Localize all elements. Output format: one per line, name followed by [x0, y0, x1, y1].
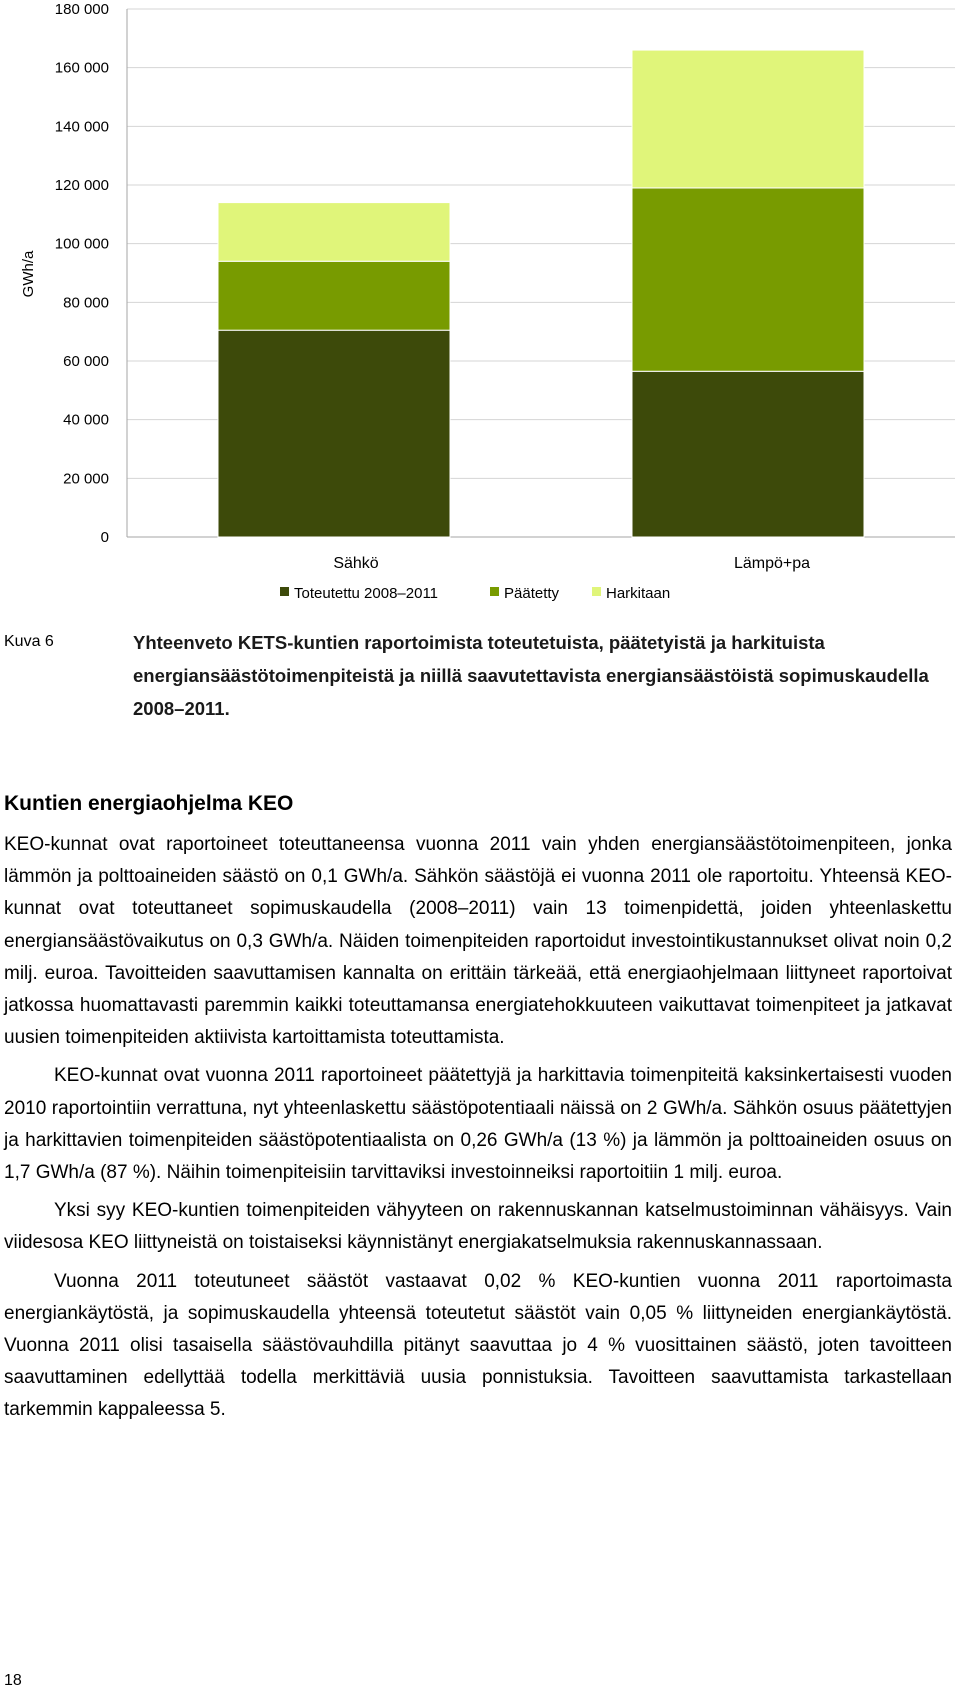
body-text	[4, 829, 952, 1433]
x-axis-categories	[333, 555, 810, 572]
y-tick-label: 160 000	[54, 59, 109, 77]
paragraph: KEO-kunnat ovat raportoineet toteuttaneensa vuonna 2011 vain yhden energiansäästötoimenpiteen, jonka lämmön ja polttoaineiden säästö on 0,1 GWh/a. Sähkön säästöjä ei vuonna 2011 ole raportoitu. Yhteensä KEO-kunnat ovat toteuttaneet sopimuskaudella (2008–2011) vain 13 toimenpidettä, joiden yhteenlaskettu energiansäästövaikutus on 0,3 GWh/a. Näiden toimenpiteiden raportoidut investointikustannukset olivat noin 0,2 milj. euroa. Tavoitteiden saavuttamisen kannalta on erittäin tärkeää, että energiaohjelmaan liittyneet raportoivat jatkossa huomattavasti paremmin kaikki toteuttamansa energiatehokkuuteen vaikuttavat toimenpiteet ja jatkavat uusien toimenpiteiden aktiivista kartoittamista toteuttamista.	[4, 834, 952, 1049]
y-tick-label: 100 000	[54, 235, 109, 253]
page-number: 18	[4, 1672, 22, 1689]
stacked-bar-chart	[0, 0, 960, 610]
y-axis-ticks	[55, 1, 109, 546]
figure-caption: Yhteenveto KETS-kuntien raportoimista toteutetuista, päätetyistä ja harkituista energiansäästötoimenpiteistä ja niillä saavutettavista energiansäästöistä sopimuskaudella 2008–2011.	[133, 632, 929, 719]
bar-segment	[218, 330, 450, 537]
y-tick-label: 60 000	[63, 353, 109, 370]
bar-segment	[632, 371, 864, 537]
legend-swatch	[490, 587, 499, 596]
x-category-label: Sähkö	[333, 555, 379, 572]
paragraph: Vuonna 2011 toteutuneet säästöt vastaavat 0,02 % KEO-kuntien vuonna 2011 raportoimasta energiankäytöstä, ja sopimuskaudella yhteensä toteutetut säästöt vain 0,05 % liittyneiden energiankäytöstä. Vuonna 2011 olisi tasaisella säästövauhdilla pitänyt saavuttaa jo 4 % vuosittainen säästö, joten tavoitteen saavuttaminen edellyttää todella merkittäviä uusia ponnistuksia. Tavoitteen saavuttamista tarkastellaan tarkemmin kappaleessa 5.	[4, 1270, 952, 1421]
y-tick-label: 40 000	[63, 411, 109, 429]
paragraph: Yksi syy KEO-kuntien toimenpiteiden vähyyteen on rakennuskannan katselmustoiminnan vähäisyys. Vain viidesosa KEO liittyneistä on toistaiseksi käynnistänyt energiakatselmuksia rakennuskannassaan.	[4, 1200, 952, 1254]
y-tick-label: 140 000	[54, 118, 109, 136]
legend-swatch	[280, 587, 289, 596]
legend-label: Päätetty	[504, 585, 560, 602]
bar-segment	[218, 261, 450, 330]
legend-swatch	[592, 587, 601, 596]
legend-label: Toteutettu 2008–2011	[294, 585, 439, 602]
y-tick-label: 180 000	[54, 1, 109, 18]
paragraph: KEO-kunnat ovat vuonna 2011 raportoineet päätettyjä ja harkittavia toimenpiteitä kaksinkertaisesti vuoden 2010 raportointiin verrattuna, nyt yhteenlaskettu säästöpotentiaali näissä on 2 GWh/a. Sähkön osuus päätettyjen ja harkittavien toimenpiteiden säästöpotentiaalista on 0,26 GWh/a (13 %) ja lämmön ja polttoaineiden osuus on 1,7 GWh/a (87 %). Näihin toimenpiteisiin tarvittaviksi investoinneiksi raportoitiin 1 milj. euroa.	[4, 1065, 952, 1184]
bar-segment	[632, 188, 864, 371]
legend-label: Harkitaan	[606, 585, 671, 602]
y-tick-label: 20 000	[63, 470, 109, 488]
bar-segment	[632, 50, 864, 188]
bar-segment	[218, 203, 450, 262]
y-tick-label: 120 000	[54, 177, 109, 194]
y-axis-title: GWh/a	[20, 250, 37, 298]
section-heading: Kuntien energiaohjelma KEO	[4, 792, 294, 815]
y-tick-label: 80 000	[63, 294, 109, 312]
legend	[280, 585, 670, 602]
bars	[218, 50, 864, 537]
y-tick-label: 0	[100, 529, 109, 546]
x-category-label: Lämpö+pa	[733, 555, 811, 572]
figure-label: Kuva 6	[4, 633, 54, 650]
